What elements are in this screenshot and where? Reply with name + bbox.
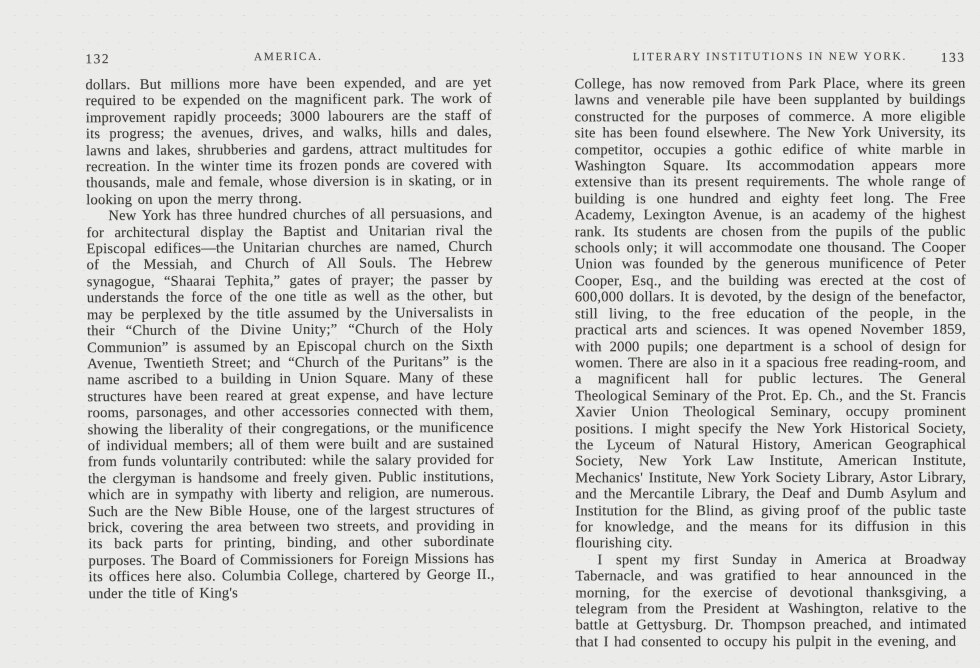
left-page-body	[85, 75, 494, 602]
paragraph-continuation: College, has now removed from Park Place, where its green lawns and venerable pile have been supplanted by buildings constructed for the purposes of commerce. A more eligible site has been found elsewhere. The New York University, its competitor, occupies a gothic edifice of white marble in Washington Square. Its accommodation appears more extensive than its present requirements. The whole range of building is one hundred and eighty feet long. The Free Academy, Lexington Avenue, is an academy of the highest rank. Its students are chosen from the pupils of the public schools only; it will accommodate one thousand. The Cooper Union was founded by the generous munificence of Peter Cooper, Esq., and the building was erected at the cost of 600,000 dollars. It is devoted, by the design of the benefactor, still living, to the free education of the people, in the practical arts and sciences. It was opened November 1859, with 2000 pupils; one department is a school of design for women. There are also in it a spacious free reading-room, and a magnificent hall for public lectures. The General Theological Seminary of the Prot. Ep. Ch., and the St. Francis Xavier Union Theological Seminary, occupy prominent positions. I might specify the New York Historical Society, the Lyceum of Natural History, American Geographical Society, New York Law Institute, American Institute, Mechanics' Institute, New York Society Library, Astor Library, and the Mercantile Library, the Deaf and Dumb Asylum and Institution for the Blind, as giving proof of the public taste for knowledge, and the means for its diffusion in this flourishing city.	[574, 75, 967, 552]
left-page-header	[85, 49, 491, 69]
right-page-body	[575, 76, 967, 651]
paragraph-continuation: dollars. But millions more have been expended, and are yet required to be expended on the magnificent park. The work of improvement rapidly proceeds; 3000 labourers are the staff of its progress; the avenues, drives, and walks, hills and dales, lawns and lakes, shrubberies and gardens, attract multitudes for recreation. In the winter time its frozen ponds are covered with thousands, male and female, whose diversion is in skating, or in looking on upon the merry throng.	[85, 74, 493, 209]
paragraph: New York has three hundred churches of all persuasions, and for architectural display the Baptist and Unitarian rival the Episcopal edifices—the Unitarian churches are named, Church of the Messiah, and Church of All Souls. The Hebrew synagogue, “Shaarai Tephita,” gates of prayer; the passer by understands the force of the one title as well as the other, but may be perplexed by the title assumed by the Universalists in their “Church of the Divine Unity;” “Church of the Holy Communion” is assumed by an Episcopal church on the Sixth Avenue, Twentieth Street; and “Church of the Puritans” is the name ascribed to a building in Union Square. Many of these structures have been reared at great expense, and have lecture rooms, parsonages, and other accessories connected with them, showing the liberality of their congregations, or the munificence of individual members; all of them were built and are sustained from funds voluntarily contributed: while the salary provided for the clergyman is handsome and freely given. Public institutions, which are in sympathy with liberty and religion, are numerous. Such are the New Bible House, one of the largest structures of brick, covering the area between two streets, and providing in its back parts for printing, binding, and other subordinate purposes. The Board of Commissioners for Foreign Missions has its offices here also. Columbia College, chartered by George II., under the title of King's	[86, 206, 495, 602]
right-page-header	[574, 50, 965, 69]
right-running-header: LITERARY INSTITUTIONS IN NEW YORK.	[632, 50, 908, 64]
left-page	[85, 49, 494, 602]
paragraph: I spent my first Sunday in America at Broadway Tabernacle, and was gratified to hear announced in the morning, for the exercise of devotional thanksgiving, a telegram from the President at Washington, relative to the battle at Gettysburg. Dr. Thompson preached, and intimated that I had consented to occupy his pulpit in the evening, and	[575, 551, 967, 651]
left-page-number: 132	[85, 51, 111, 67]
left-running-header: AMERICA.	[253, 50, 323, 64]
right-page	[574, 50, 966, 651]
right-page-number: 133	[940, 49, 966, 65]
